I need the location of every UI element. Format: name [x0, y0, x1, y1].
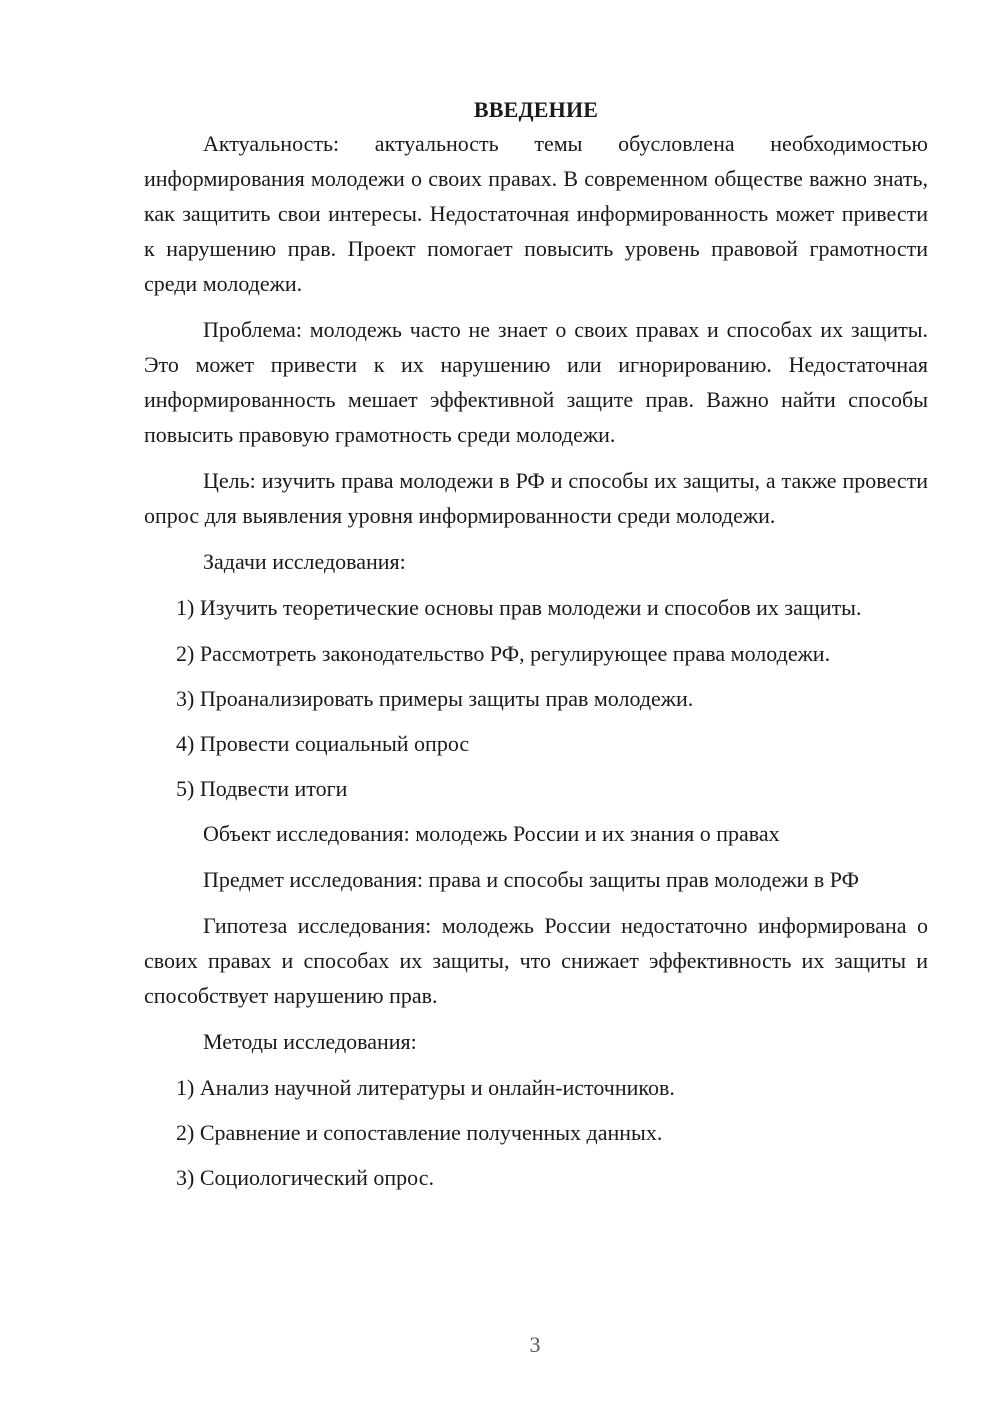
task-item-1: 1) Изучить теоретические основы прав молодежи и способов их защиты.	[176, 595, 862, 620]
document-page	[144, 92, 928, 1205]
method-item-2: 2) Сравнение и сопоставление полученных данных.	[176, 1120, 663, 1145]
section-title: ВВЕДЕНИЕ	[473, 97, 599, 122]
paragraph-subject: Предмет исследования: права и способы защиты прав молодежи в РФ	[203, 867, 859, 892]
paragraph-problem: Проблема: молодежь часто не знает о своих правах и способах их защиты. Это может привести к их нарушению или игнорированию. Недостаточная информированность мешает эффективной защите прав. Важно найти способы повысить правовую грамотность среди молодежи.	[144, 317, 928, 447]
method-item-3: 3) Социологический опрос.	[176, 1165, 434, 1190]
methods-heading: Методы исследования:	[203, 1029, 417, 1054]
paragraph-relevance: Актуальность: актуальность темы обусловлена необходимостью информирования молодежи о своих правах. В современном обществе важно знать, как защитить свои интересы. Недостаточная информированность может привести к нарушению прав. Проект помогает повысить уровень правовой грамотности среди молодежи.	[144, 131, 928, 296]
paragraph-object: Объект исследования: молодежь России и их знания о правах	[203, 821, 780, 846]
page-number: 3	[529, 1332, 541, 1357]
method-item-1: 1) Анализ научной литературы и онлайн-источников.	[176, 1075, 675, 1100]
task-item-3: 3) Проанализировать примеры защиты прав молодежи.	[176, 686, 694, 711]
task-item-4: 4) Провести социальный опрос	[176, 731, 470, 756]
paragraph-hypothesis: Гипотеза исследования: молодежь России недостаточно информирована о своих правах и способах их защиты, что снижает эффективность их защиты и способствует нарушению прав.	[144, 913, 928, 1008]
task-item-5: 5) Подвести итоги	[176, 776, 348, 801]
tasks-heading: Задачи исследования:	[203, 549, 406, 574]
paragraph-goal: Цель: изучить права молодежи в РФ и способы их защиты, а также провести опрос для выявления уровня информированности среди молодежи.	[144, 468, 928, 528]
task-item-2: 2) Рассмотреть законодательство РФ, регулирующее права молодежи.	[176, 641, 831, 666]
